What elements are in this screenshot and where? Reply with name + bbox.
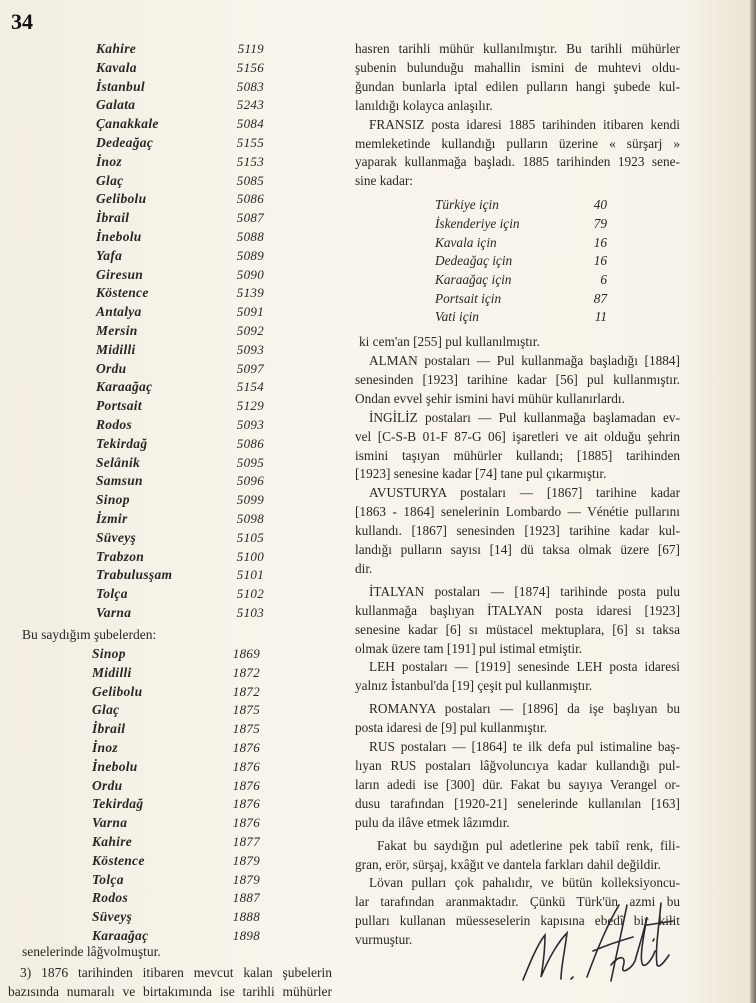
row-label: Samsun [96, 473, 143, 489]
row-label: Rodos [96, 416, 133, 432]
paragraph-leh [355, 658, 680, 696]
list-row [96, 529, 264, 548]
text-line: posta idaresi de [9] pul kullanmıştır. [355, 720, 548, 736]
row-value: 5139 [236, 285, 264, 301]
paragraph-romanya [355, 700, 680, 738]
signature [515, 895, 675, 995]
row-label: Kavala için [435, 234, 497, 250]
text-line: senesine kadar [6] sı müstacel mektuplara, [6] sı taksa [355, 621, 680, 637]
paragraph-rus [355, 738, 680, 833]
row-value: 1898 [232, 927, 260, 943]
row-value: 5100 [236, 548, 264, 564]
row-value: 79 [593, 215, 607, 231]
row-value: 5086 [236, 191, 264, 207]
row-label: Tolça [96, 586, 128, 602]
paragraph-3 [8, 963, 332, 1001]
text-line: dir. [355, 560, 373, 576]
text-line: FRANSIZ posta idaresi 1885 tarihinden itibaren kendi [369, 116, 680, 132]
row-value: 1888 [232, 909, 260, 925]
row-label: Karaağaç [92, 927, 149, 943]
text-line: ki cem'an [255] pul kullanılmıştır. [359, 334, 540, 350]
fransiz-table [435, 196, 607, 327]
row-label: Kahire [92, 833, 133, 849]
row-value: 1879 [232, 852, 260, 868]
list-row [435, 215, 607, 234]
text-line: bazısında numaralı ve birtakımında ise tarihli mühürler [8, 984, 332, 999]
list-row [96, 322, 264, 341]
text-line: memleketinde kullandığı pulların üzerine « sürşarj » [355, 135, 680, 151]
list-row [96, 435, 264, 454]
text-line: ROMANYA postaları — [1896] da işe başlıyan bu [369, 701, 680, 717]
row-value: 5087 [236, 210, 264, 226]
text-line: gran, erör, sürşaj, kxâğıt ve dantela farkları dahil değildir. [355, 856, 661, 872]
text-line: kullandı. [1867] senesinden [1923] tarihine kadar kul- [355, 523, 680, 539]
list-row [96, 247, 264, 266]
row-label: Midilli [92, 664, 132, 680]
row-value: 16 [593, 234, 607, 250]
row-value: 5086 [236, 435, 264, 451]
row-label: Tolça [92, 871, 124, 887]
row-value: 1872 [232, 664, 260, 680]
row-value: 5154 [236, 379, 264, 395]
row-label: İstanbul [96, 78, 145, 94]
row-label: Sinop [96, 492, 130, 508]
row-value: 5102 [236, 586, 264, 602]
list-row [96, 172, 264, 191]
row-value: 1876 [232, 796, 260, 812]
row-label: İnebolu [96, 228, 142, 244]
paragraph-avusturya [355, 484, 680, 579]
list-row [96, 472, 264, 491]
text-line: LEH postaları — [1919] senesinde LEH posta idaresi [369, 659, 680, 675]
paragraph-fransiz [355, 116, 680, 192]
row-label: Tekirdağ [92, 796, 144, 812]
text-line: senesinden [1923] tarihine kadar [56] pul kullanmıştır. [355, 371, 680, 387]
row-value: 1875 [232, 721, 260, 737]
row-value: 1879 [232, 871, 260, 887]
row-label: Süveyş [92, 909, 133, 925]
row-label: Ordu [96, 360, 127, 376]
row-value: 1887 [232, 890, 260, 906]
list-row [96, 491, 264, 510]
list-row [92, 720, 260, 739]
paragraph-alman [355, 352, 680, 409]
list-row [92, 739, 260, 758]
list-row [96, 78, 264, 97]
list-row [96, 360, 264, 379]
list-row [96, 40, 264, 59]
row-value: 1876 [232, 815, 260, 831]
row-label: Trabzon [96, 548, 145, 564]
row-value: 11 [594, 309, 607, 325]
row-label: Antalya [96, 304, 142, 320]
list-row [92, 908, 260, 927]
row-label: Portsait için [435, 290, 502, 306]
text-line: şubenin bulunduğu mahallin ismini de muhtevi oldu- [355, 59, 680, 75]
row-value: 6 [600, 272, 607, 287]
list-row [96, 585, 264, 604]
row-value: 5097 [236, 360, 264, 376]
text-line: pulları kullanan müesseselerin kapısına ebedî bir kilit [355, 913, 680, 929]
list-row [96, 190, 264, 209]
list-row [96, 341, 264, 360]
text-line: İNGİLİZ postaları — Pul kullanmağa başlamadan ev- [369, 409, 680, 425]
row-label: Tekirdağ [96, 435, 148, 451]
row-label: İskenderiye için [435, 215, 520, 231]
row-label: Dedeağaç için [435, 253, 513, 269]
row-label: Varna [92, 815, 128, 831]
row-value: 5095 [236, 454, 264, 470]
row-value: 5091 [236, 304, 264, 320]
paragraph-intro [355, 40, 680, 116]
list-row [96, 397, 264, 416]
row-value: 5090 [236, 266, 264, 282]
row-label: Rodos [92, 890, 129, 906]
list-row [96, 96, 264, 115]
row-label: Trabulusşam [96, 567, 173, 583]
text-line: sine kadar: [355, 173, 413, 189]
paragraph-ingiliz [355, 409, 680, 485]
row-label: İzmir [96, 510, 128, 526]
list-row [96, 548, 264, 567]
text-line: Ondan evvel şehir ismini havi mühür kullanırlardı. [355, 390, 625, 406]
text-line: RUS postaları — [1864] te ilk defa pul istimaline baş- [369, 739, 680, 755]
row-value: 5129 [236, 398, 264, 414]
row-value: 5103 [236, 604, 264, 620]
row-label: Karaağaç için [435, 272, 512, 287]
row-value: 1869 [232, 646, 260, 661]
list-row [96, 115, 264, 134]
branch-closure-list [92, 645, 260, 946]
text-line: kullanmağa başlıyan İTALYAN posta idaresi [1923] [355, 602, 680, 618]
list-row [435, 234, 607, 253]
list-row [435, 308, 607, 327]
row-value: 5156 [236, 59, 264, 75]
list-row [96, 566, 264, 585]
row-value: 5092 [236, 322, 264, 338]
paragraph-italyan [355, 583, 680, 659]
text-line: İTALYAN postaları — [1874] tarihinde posta pulu [369, 583, 680, 599]
text-line: dusu tarafından [1920-21] senelerinde kullanılan [163] [355, 795, 680, 811]
list-row [96, 266, 264, 285]
text-line: 3) 1876 tarihinden itibaren mevcut kalan şubelerin [20, 965, 332, 980]
row-label: İbrail [96, 210, 130, 226]
row-value: 5153 [236, 153, 264, 169]
text-line: vel [C-S-B 01-F 87-G 06] işaretleri ve ait olduğu şehrin [355, 428, 680, 444]
page-number: 34 [11, 9, 33, 34]
branch-code-list [96, 40, 264, 623]
text-line: hasren tarihli mühür kullanılmıştır. Bu tarihli mühürler [355, 41, 680, 56]
row-value: 1875 [232, 702, 260, 718]
list-row [435, 196, 607, 215]
list-row [96, 228, 264, 247]
text-line: landığı pulların sayısı [14] dü taksa olmak üzere [67] [355, 542, 680, 558]
list-row [92, 664, 260, 683]
list-row [92, 683, 260, 702]
list-intro: Bu saydığım şubelerden: [22, 627, 157, 642]
row-value: 5099 [236, 492, 264, 508]
row-label: Sinop [92, 646, 126, 661]
row-label: Selânik [96, 454, 141, 470]
list-row [96, 134, 264, 153]
row-value: 5083 [236, 78, 264, 94]
row-value: 5088 [236, 228, 264, 244]
row-label: Vati için [435, 309, 479, 325]
list-row [96, 416, 264, 435]
row-label: Dedeağaç [96, 134, 154, 150]
list-row [96, 209, 264, 228]
row-label: Yafa [96, 247, 123, 263]
row-label: Glaç [96, 172, 124, 188]
row-label: Galata [96, 97, 136, 113]
list-row [92, 852, 260, 871]
row-label: Gelibolu [92, 683, 143, 699]
closing-text: senelerinde lâğvolmuştur. [22, 944, 161, 959]
list-row [96, 604, 264, 623]
row-value: 1876 [232, 777, 260, 793]
row-value: 5093 [236, 341, 264, 357]
text-line: vurmuştur. [355, 932, 413, 948]
row-value: 5101 [236, 567, 264, 583]
text-line: ALMAN postaları — Pul kullanmağa başladığı [1884] [369, 352, 680, 368]
row-value: 1876 [232, 739, 260, 755]
text-line: lıyan RUS postaları lâğvoluncıya kadar kullandığı pul- [355, 758, 680, 773]
row-value: 5084 [236, 116, 264, 132]
row-value: 5089 [236, 247, 264, 263]
row-label: Çanakkale [96, 116, 159, 132]
row-value: 5085 [236, 172, 264, 188]
row-label: Süveyş [96, 529, 137, 545]
row-label: Türkiye için [435, 197, 499, 213]
text-line: lanıldığı kolayca anlaşılır. [355, 97, 493, 113]
row-value: 5096 [236, 473, 264, 489]
row-value: 1872 [232, 683, 260, 699]
row-label: İnebolu [92, 758, 138, 774]
row-label: Gelibolu [96, 191, 147, 207]
list-row [92, 701, 260, 720]
row-label: Midilli [96, 341, 136, 357]
list-row [92, 871, 260, 890]
row-value: 5098 [236, 510, 264, 526]
text-line: pulu da ilâve etmek lâzımdır. [355, 814, 510, 830]
text-line: ğundan bunlarla iptal edilen pulların hangi şubede kul- [355, 78, 680, 94]
text-line: ların adedi ise [300] dür. Fakat bu sayıya Verangel or- [355, 776, 680, 792]
list-row [96, 59, 264, 78]
row-value: 16 [593, 253, 607, 269]
text-line: yalnız İstanbul'da [19] çeşit pul kullanmıştır. [355, 678, 593, 694]
row-value: 5155 [236, 134, 264, 150]
page-edge [750, 0, 756, 1003]
list-row [96, 153, 264, 172]
list-row [92, 889, 260, 908]
row-value: 40 [593, 197, 607, 213]
row-label: Varna [96, 604, 132, 620]
text-line: AVUSTURYA postaları — [1867] tarihine kadar [369, 485, 680, 501]
list-row [435, 271, 607, 290]
row-label: Giresun [96, 266, 144, 282]
list-row [96, 510, 264, 529]
list-row [92, 833, 260, 852]
text-line: olmak üzere tam [191] pul istimal etmiştir. [355, 640, 583, 656]
row-label: Köstence [96, 285, 149, 301]
list-row [96, 303, 264, 322]
right-column [355, 40, 680, 950]
row-value: 5243 [236, 97, 264, 113]
row-value: 5093 [236, 416, 264, 432]
list-row [92, 777, 260, 796]
row-label: Mersin [96, 322, 138, 338]
row-value: 87 [593, 290, 607, 306]
list-row [96, 454, 264, 473]
text-line: [1923] senesine kadar [74] tane pul çıkarmıştır. [355, 466, 607, 482]
list-row [96, 284, 264, 303]
text-line: yaparak kullanmağa başladı. 1885 tarihinden 1923 sene- [355, 154, 680, 170]
list-row [435, 290, 607, 309]
row-label: Kahire [96, 41, 137, 56]
row-value: 1876 [232, 758, 260, 774]
row-label: Kavala [96, 59, 137, 75]
row-value: 5119 [237, 41, 264, 56]
list-row [92, 795, 260, 814]
paragraph-fakat [355, 837, 680, 875]
row-label: İbrail [92, 721, 126, 737]
list-row [92, 814, 260, 833]
text-line: lar tarafından aranmaktadır. Çünkü Türk'ün azmi bu [355, 894, 680, 910]
text-line: Lövan pulları çok pahalıdır, ve bütün kolleksiyoncu- [369, 875, 680, 891]
row-value: 5105 [236, 529, 264, 545]
text-line: Fakat bu saydığın pul adetlerine pek tabiî renk, fili- [377, 837, 680, 853]
row-label: Glaç [92, 702, 120, 718]
text-line: [1863 - 1864] senelerinin Lombardo — Vénétie pullarını [355, 504, 680, 520]
row-value: 1877 [232, 833, 260, 849]
paragraph-total [355, 333, 680, 352]
text-line: ismini taşıyan mühürler kullandı; [1885] tarihinden [355, 447, 680, 463]
row-label: Köstence [92, 852, 145, 868]
list-row [92, 645, 260, 664]
row-label: İnoz [96, 153, 122, 169]
list-row [96, 378, 264, 397]
list-row [435, 252, 607, 271]
row-label: Portsait [96, 398, 142, 414]
row-label: Ordu [92, 777, 123, 793]
row-label: Karaağaç [96, 379, 153, 395]
row-label: İnoz [92, 739, 118, 755]
list-row [92, 758, 260, 777]
